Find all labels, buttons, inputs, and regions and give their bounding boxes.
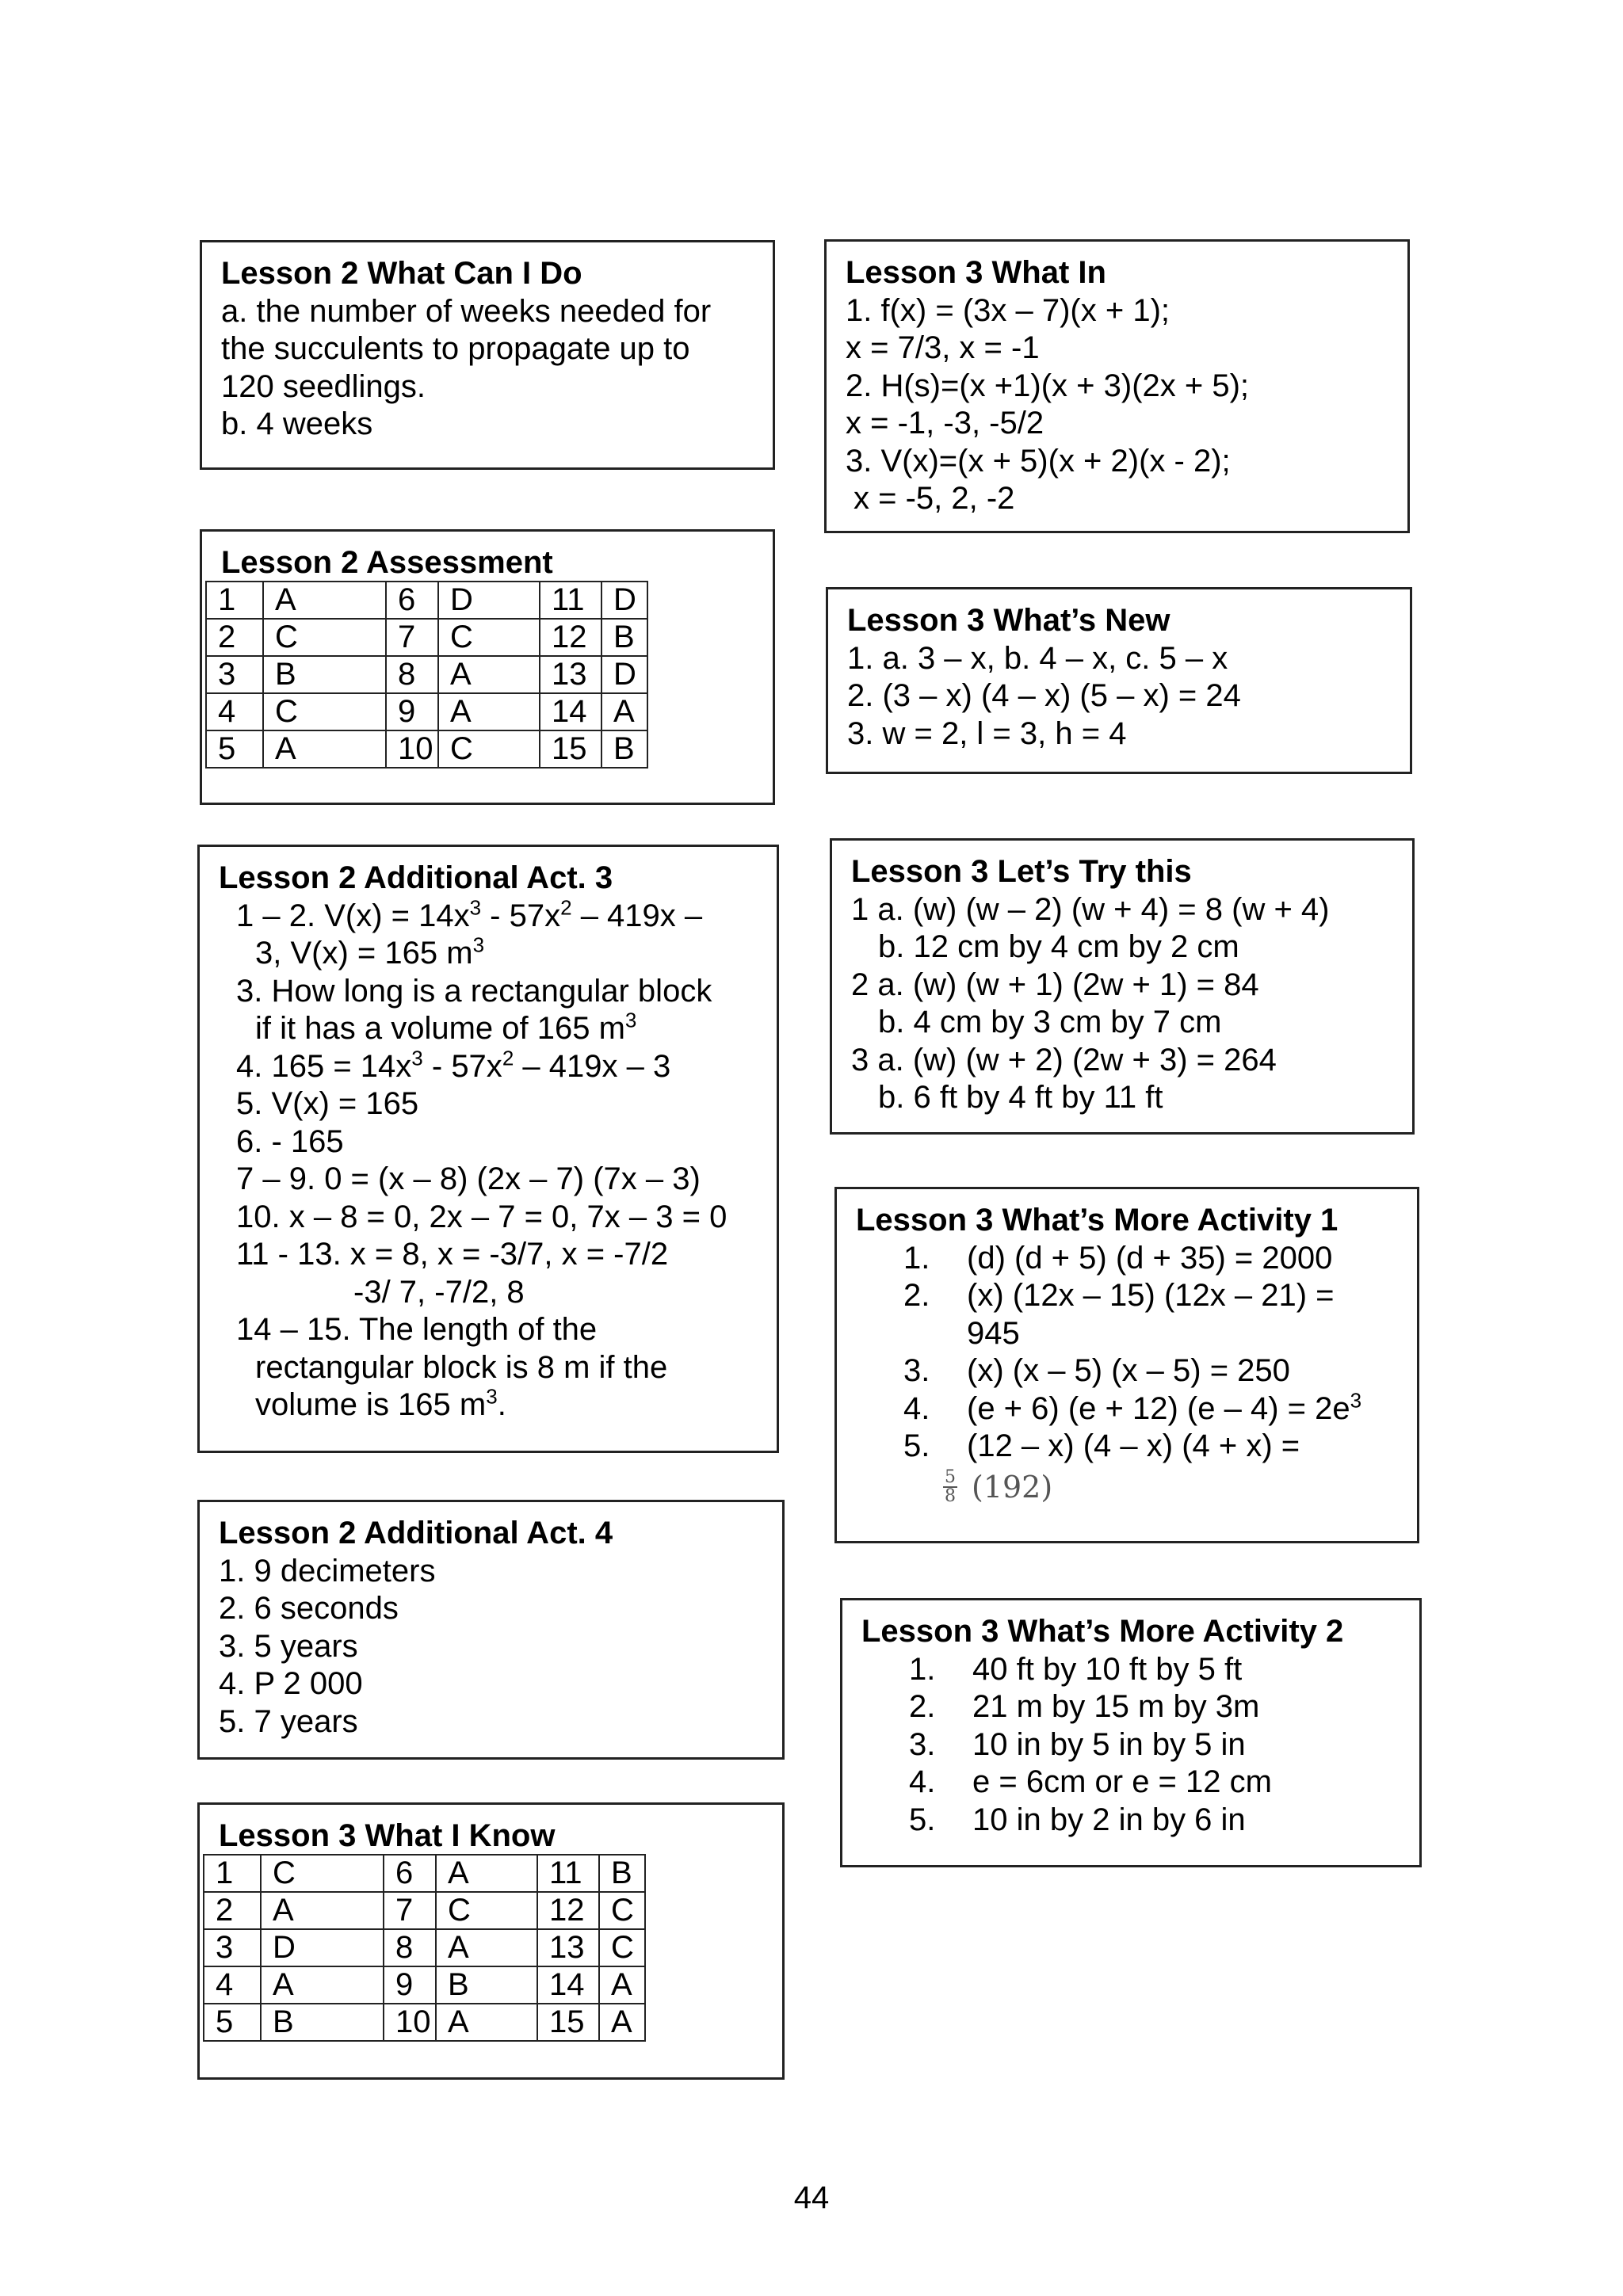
item-number: 7 <box>386 619 438 656</box>
box-title: Lesson 3 Let’s Try this <box>851 854 1192 889</box>
box-title: Lesson 3 What’s New <box>847 603 1170 638</box>
answer-line: 2. H(s)=(x +1)(x + 3)(2x + 5); <box>846 368 1250 403</box>
item-number: 6 <box>386 582 438 619</box>
box-title: Lesson 2 What Can I Do <box>221 256 582 291</box>
item-number: 10 <box>386 730 438 768</box>
answer-line: 1. f(x) = (3x – 7)(x + 1); <box>846 292 1170 328</box>
item-number: 14 <box>537 1966 599 2004</box>
item-answer: B <box>261 2004 384 2041</box>
answer-line: 10. x – 8 = 0, 2x – 7 = 0, 7x – 3 = 0 <box>236 1199 727 1234</box>
table-row <box>206 582 647 619</box>
answer-line: 7 – 9. 0 = (x – 8) (2x – 7) (7x – 3) <box>236 1161 701 1196</box>
lesson3-whats-new-box <box>826 587 1412 774</box>
table-row <box>204 1892 645 1929</box>
answer-line: 11 - 13. x = 8, x = -3/7, x = -7/2 <box>236 1237 669 1272</box>
item-answer: B <box>601 619 647 656</box>
lesson3-what-i-know-box <box>197 1802 785 2080</box>
answer-line: 3, V(x) = 165 $m^3$ <box>255 933 485 971</box>
answer-line: 4. $165 = 14x^3 - 57x^2 - 419x - 3$ <box>236 1046 671 1084</box>
answer-line: 2. 6 seconds <box>219 1591 399 1626</box>
item-number: 9 <box>386 693 438 730</box>
answer-line: b. 4 cm by 3 cm by 7 cm <box>878 1005 1222 1039</box>
item-answer: B <box>436 1966 537 2004</box>
answer-line: 1. 9 decimeters <box>219 1553 436 1589</box>
table-row <box>204 1929 645 1966</box>
item-answer: B <box>601 730 647 768</box>
item-answer: B <box>599 1855 645 1892</box>
box-title: Lesson 3 What’s More Activity 1 <box>856 1203 1338 1238</box>
item-answer: C <box>438 730 540 768</box>
list-item: 1. (d) (d + 5) (d + 35) = 2000 <box>903 1240 1333 1276</box>
answer-line: x = -5, 2, -2 <box>854 481 1015 516</box>
item-answer: C <box>261 1855 384 1892</box>
fraction-expression: $\frac{5}{8}$ (192) <box>945 1466 1053 1506</box>
item-number: 4 <box>204 1966 261 2004</box>
item-answer: C <box>263 693 386 730</box>
item-number: 9 <box>384 1966 436 2004</box>
answer-line: 3. 5 years <box>219 1628 358 1664</box>
answer-line: 14 – 15. The length of the <box>236 1312 598 1347</box>
answer-line: if it has a volume of 165 $m^3$ <box>255 1008 637 1046</box>
item-answer: C <box>263 619 386 656</box>
answer-line: b. 12 cm by 4 cm by 2 cm <box>878 929 1239 964</box>
answer-line: x = 7/3, x = -1 <box>846 330 1040 365</box>
lesson2-assessment-box <box>200 529 775 805</box>
table-row <box>204 2004 645 2041</box>
item-number: 6 <box>384 1855 436 1892</box>
box-title: Lesson 3 What I Know <box>219 1818 556 1853</box>
box-title: Lesson 2 Additional Act. 3 <box>219 860 613 895</box>
answer-line: 2. (3 – x) (4 – x) (5 – x) = 24 <box>847 678 1241 713</box>
item-answer: A <box>436 1855 537 1892</box>
answer-line: a. the number of weeks needed for <box>221 293 712 329</box>
list-item: 2. (x) (12x – 15) (12x – 21) = <box>903 1278 1335 1313</box>
item-answer: D <box>601 656 647 693</box>
list-item: 3. (x) (x – 5) (x – 5) = 250 <box>903 1353 1290 1388</box>
item-number: 2 <box>204 1892 261 1929</box>
list-item: 5. 10 in by 2 in by 6 in <box>909 1802 1246 1837</box>
answer-line: 5. V(x) = 165 <box>236 1086 419 1121</box>
answer-line: the succulents to propagate up to <box>221 331 690 366</box>
list-item: 1. 40 ft by 10 ft by 5 ft <box>909 1651 1243 1687</box>
item-number: 5 <box>204 2004 261 2041</box>
list-item-continuation: 945 <box>967 1315 1020 1351</box>
lesson3-whats-more-activity2-box <box>840 1598 1422 1867</box>
table-row <box>206 693 647 730</box>
item-number: 4 <box>206 693 263 730</box>
answer-line: b. 6 ft by 4 ft by 11 ft <box>878 1080 1163 1115</box>
item-number: 3 <box>206 656 263 693</box>
answer-line: b. 4 weeks <box>221 406 373 441</box>
answer-line: 1 a. (w) (w – 2) (w + 4) = 8 (w + 4) <box>851 891 1330 927</box>
item-number: 1 <box>206 582 263 619</box>
answer-line: x = -1, -3, -5/2 <box>846 406 1044 441</box>
lesson2-what-can-i-do-box <box>200 240 775 470</box>
answer-key-table <box>203 1854 646 2042</box>
lesson2-additional-act3-box <box>197 845 779 1453</box>
answer-line: 1. a. 3 – x, b. 4 – x, c. 5 – x <box>847 640 1228 676</box>
table-row <box>206 619 647 656</box>
answer-line: volume is 165 $m^3$. <box>255 1384 506 1422</box>
item-answer: D <box>438 582 540 619</box>
list-item: 3. 10 in by 5 in by 5 in <box>909 1726 1246 1762</box>
box-title: Lesson 2 Additional Act. 4 <box>219 1516 613 1550</box>
item-number: 12 <box>540 619 601 656</box>
item-answer: A <box>263 730 386 768</box>
answer-line: 3. How long is a rectangular block <box>236 973 712 1009</box>
item-answer: C <box>436 1892 537 1929</box>
answer-line: 2 a. (w) (w + 1) (2w + 1) = 84 <box>851 967 1259 1002</box>
answer-line: rectangular block is 8 m if the <box>255 1349 668 1385</box>
item-number: 8 <box>386 656 438 693</box>
lesson2-additional-act4-box <box>197 1500 785 1760</box>
item-answer: A <box>436 2004 537 2041</box>
item-answer: A <box>436 1929 537 1966</box>
box-title: Lesson 3 What’s More Activity 2 <box>861 1614 1344 1649</box>
box-title: Lesson 2 Assessment <box>221 545 553 580</box>
item-answer: C <box>438 619 540 656</box>
answer-line: 1 – 2. $V(x) = 14x^3 - 57x^2 - 419x$ – <box>236 895 703 933</box>
fraction: $\frac{5}{8}$ <box>945 1466 956 1506</box>
answer-line: 120 seedlings. <box>221 368 426 404</box>
item-number: 13 <box>540 656 601 693</box>
answer-line: 3 a. (w) (w + 2) (2w + 3) = 264 <box>851 1042 1277 1077</box>
table-row <box>204 1855 645 1892</box>
item-answer: A <box>261 1892 384 1929</box>
lesson3-lets-try-this-box <box>830 838 1415 1135</box>
item-answer: D <box>601 582 647 619</box>
box-title: Lesson 3 What In <box>846 255 1106 290</box>
item-answer: A <box>261 1966 384 2004</box>
item-answer: A <box>599 1966 645 2004</box>
item-number: 12 <box>537 1892 599 1929</box>
item-number: 8 <box>384 1929 436 1966</box>
item-answer: C <box>599 1929 645 1966</box>
item-answer: A <box>263 582 386 619</box>
item-number: 1 <box>204 1855 261 1892</box>
item-answer: A <box>438 656 540 693</box>
item-number: 10 <box>384 2004 436 2041</box>
list-item: 5. (12 – x) (4 – x) (4 + x) = <box>903 1428 1300 1463</box>
answer-line: 6. - 165 <box>236 1123 344 1159</box>
list-item: 4. e = 6cm or e = 12 cm <box>909 1764 1272 1799</box>
lesson3-what-in-box <box>824 239 1410 533</box>
item-number: 5 <box>206 730 263 768</box>
item-number: 13 <box>537 1929 599 1966</box>
item-answer: B <box>263 656 386 693</box>
item-number: 3 <box>204 1929 261 1966</box>
answer-line: -3/ 7, -7/2, 8 <box>353 1274 525 1310</box>
table-row <box>206 656 647 693</box>
item-number: 11 <box>537 1855 599 1892</box>
table-row <box>204 1966 645 2004</box>
page-number: 44 <box>793 2180 830 2215</box>
item-number: 15 <box>540 730 601 768</box>
item-answer: A <box>599 2004 645 2041</box>
table-row <box>206 730 647 768</box>
item-answer: C <box>599 1892 645 1929</box>
answer-line: 3. V(x)=(x + 5)(x + 2)(x - 2); <box>846 443 1231 479</box>
item-answer: D <box>261 1929 384 1966</box>
item-number: 14 <box>540 693 601 730</box>
answer-line: 3. w = 2, l = 3, h = 4 <box>847 715 1127 751</box>
item-answer: A <box>601 693 647 730</box>
answer-key-table <box>205 581 648 769</box>
item-number: 15 <box>537 2004 599 2041</box>
list-item: 2. 21 m by 15 m by 3m <box>909 1689 1260 1724</box>
list-item: 4. (e + 6) (e + 12) $(e - 4) = 2e^3$ <box>903 1388 1362 1426</box>
item-number: 11 <box>540 582 601 619</box>
item-answer: A <box>438 693 540 730</box>
item-number: 2 <box>206 619 263 656</box>
answer-line: 4. P 2 000 <box>219 1666 363 1701</box>
answer-line: 5. 7 years <box>219 1703 358 1739</box>
item-number: 7 <box>384 1892 436 1929</box>
lesson3-whats-more-activity1-box <box>834 1187 1419 1543</box>
